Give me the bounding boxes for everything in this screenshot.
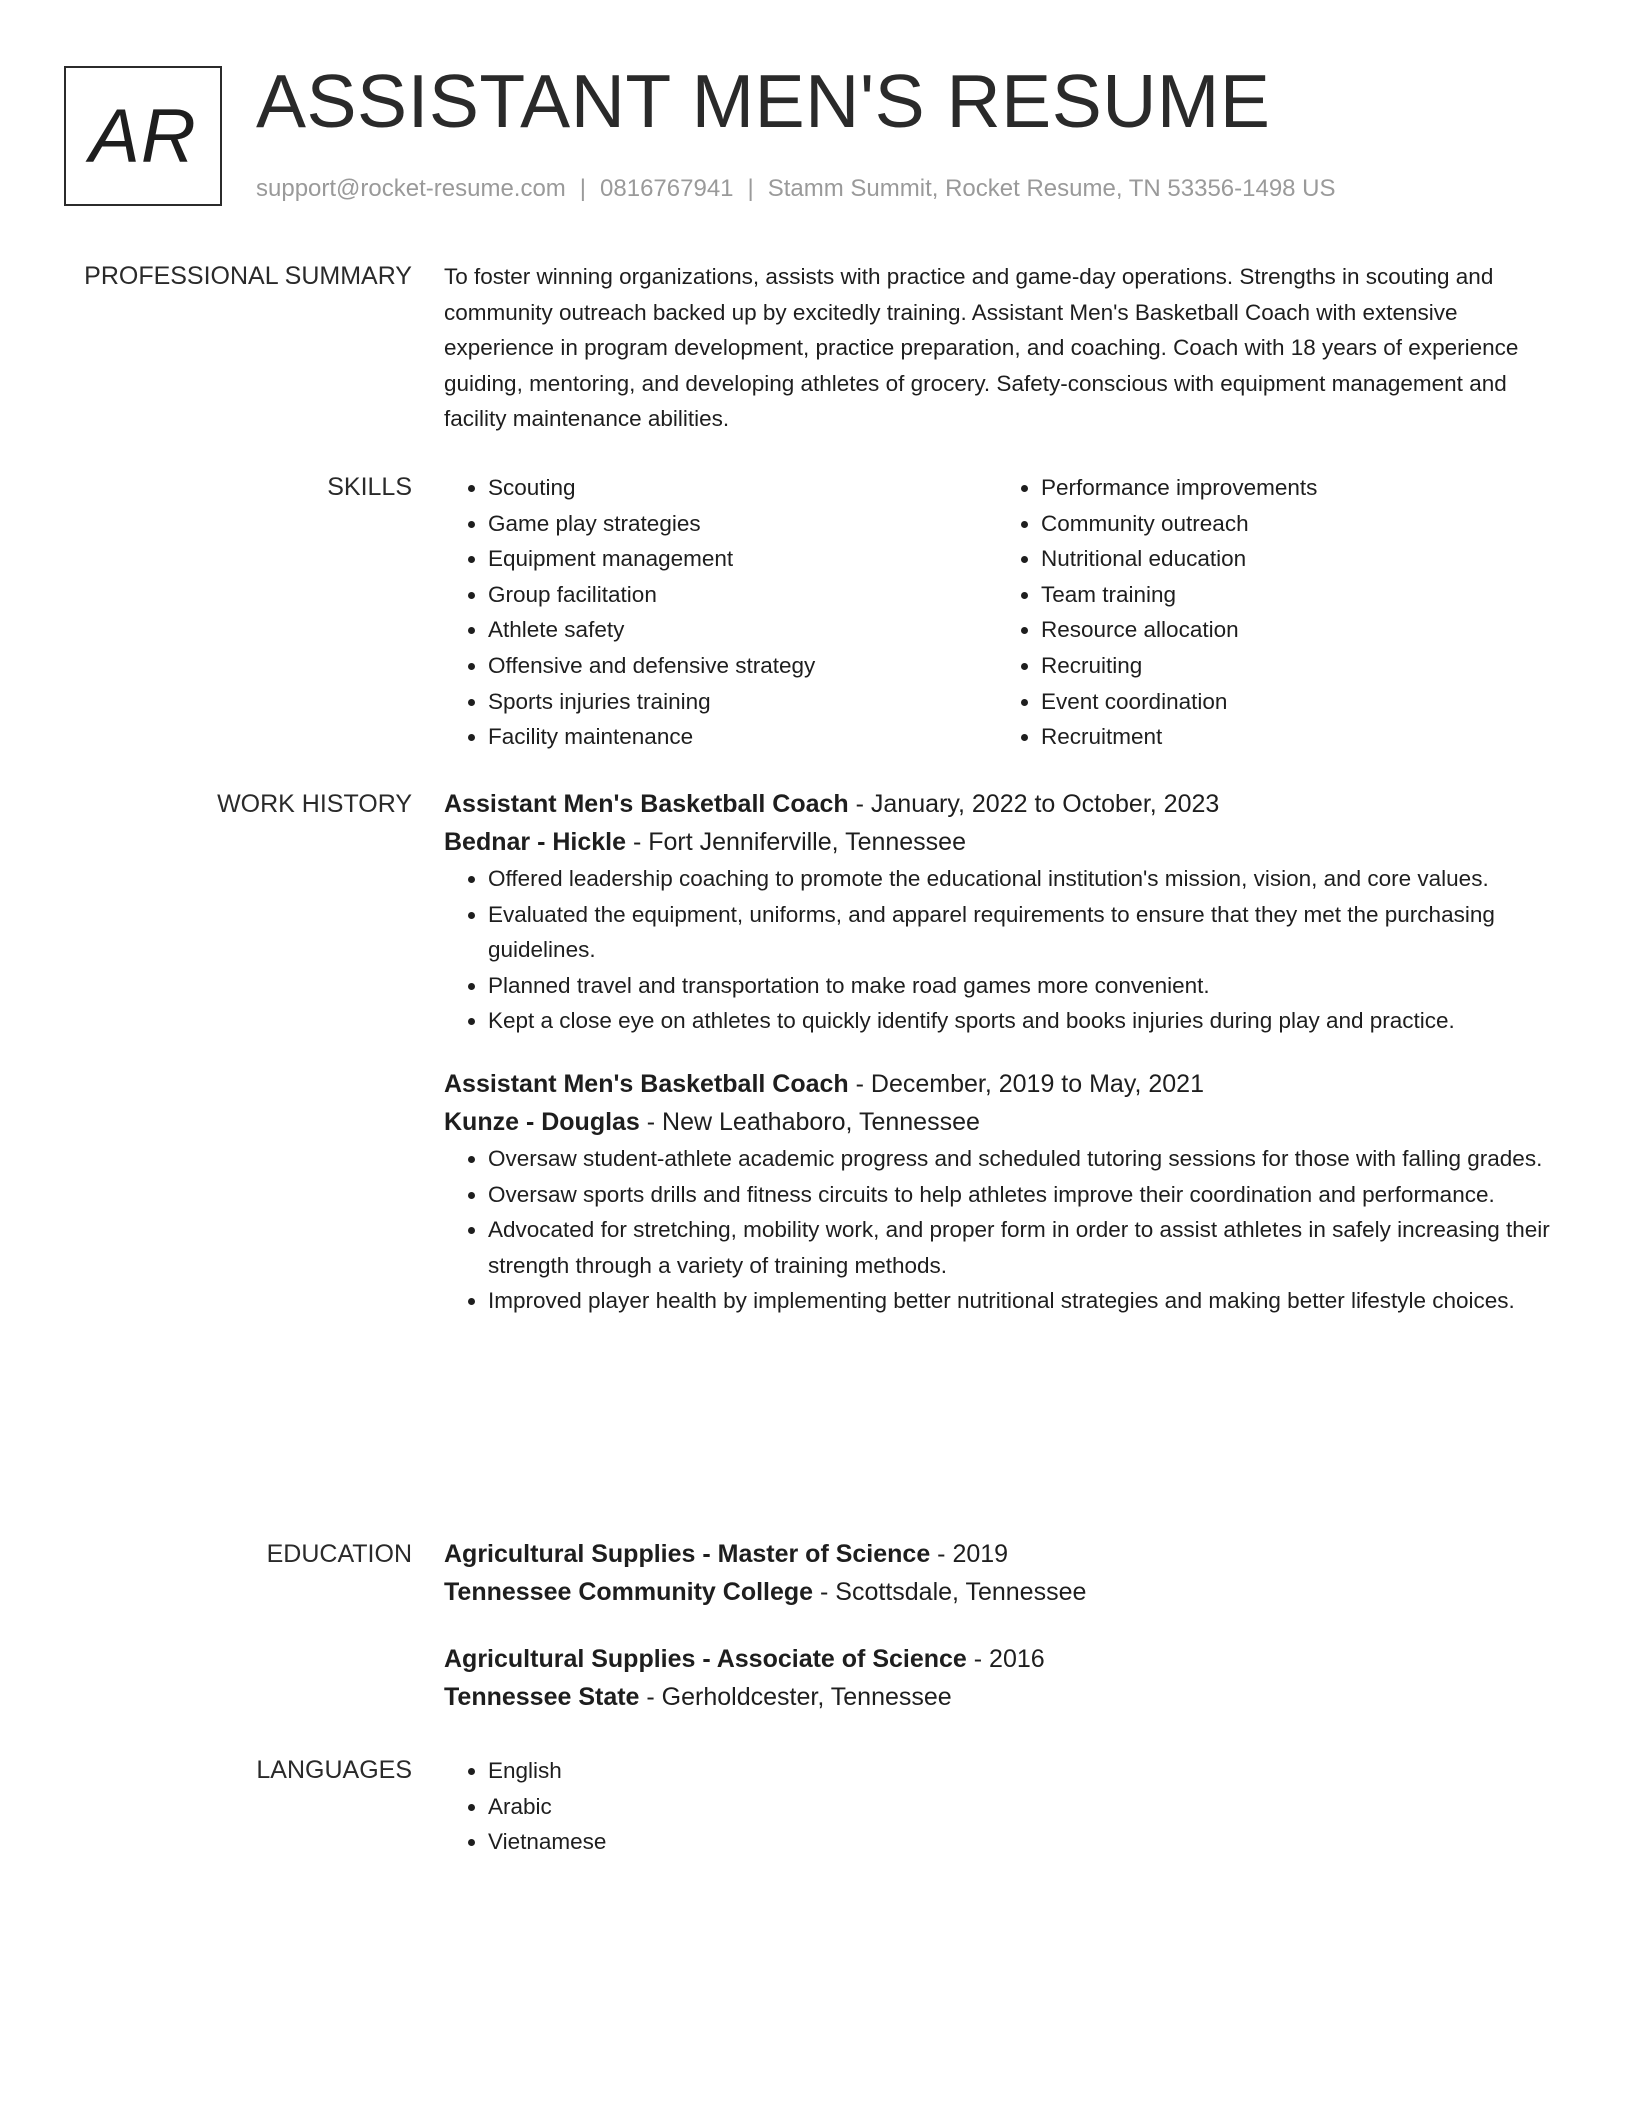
school-location: - Scottsdale, Tennessee [813, 1578, 1087, 1606]
skill-item: • Equipment management [488, 541, 997, 577]
school-location: - Gerholdcester, Tennessee [639, 1683, 952, 1711]
job-entry [444, 785, 1550, 1039]
skills-list-right [997, 470, 1550, 755]
summary-text: To foster winning organizations, assists with practice and game-day operations. Strengths in scouting and community outreach backed up by excitedly training. Assistant Men's Basketball Coach with extensive experience in program development, practice preparation, and coaching. Coach with 18 years of experience guiding, mentoring, and developing athletes of grocery. Safety-conscious with equipment management and facility maintenance abilities. [444, 264, 1519, 431]
contact-line [256, 172, 1336, 206]
job-bullet: • Evaluated the equipment, uniforms, and apparel requirements to ensure that they met the purchasing guidelines. [488, 897, 1550, 968]
skill-item: • Team training [1041, 577, 1550, 613]
skill-item: • Performance improvements [1041, 470, 1550, 506]
skill-item: • Group facilitation [488, 577, 997, 613]
work-history-heading: WORK HISTORY [217, 790, 412, 818]
contact-email[interactable]: support@rocket-resume.com [256, 175, 566, 202]
skills-grid [444, 470, 1550, 755]
job-bullet: • Planned travel and transportation to make road games more convenient. [488, 968, 1550, 1004]
resume-title: ASSISTANT MEN'S RESUME [256, 59, 1271, 143]
skills-heading: SKILLS [327, 473, 412, 501]
job-title: Assistant Men's Basketball Coach [444, 1069, 849, 1098]
job-company: Bednar - Hickle [444, 828, 627, 856]
job-location: - New Leathaboro, Tennessee [639, 1107, 980, 1136]
job-dates: - January, 2022 to October, 2023 [848, 790, 1220, 818]
education-heading: EDUCATION [266, 1540, 412, 1568]
language-item: • Vietnamese [488, 1824, 1550, 1860]
skill-item: • Resource allocation [1041, 612, 1550, 648]
job-location: - Fort Jenniferville, Tennessee [626, 828, 966, 856]
degree: Agricultural Supplies - Master of Science [444, 1540, 931, 1568]
degree-line [444, 1535, 1550, 1573]
monogram-badge [64, 66, 222, 206]
skill-item: • Event coordination [1041, 684, 1550, 720]
contact-separator: | [579, 175, 587, 202]
job-title: Assistant Men's Basketball Coach [444, 790, 849, 818]
job-bullet: • Kept a close eye on athletes to quickly identify sports and books injuries during play and practice. [488, 1003, 1550, 1039]
school-line [444, 1573, 1550, 1611]
job-bullet: • Oversaw student-athlete academic progress and scheduled tutoring sessions for those with falling grades. [488, 1141, 1550, 1177]
language-item: • Arabic [488, 1789, 1550, 1825]
summary-heading: PROFESSIONAL SUMMARY [84, 262, 412, 290]
contact-address: Stamm Summit, Rocket Resume, TN 53356-1498 US [767, 175, 1336, 202]
degree-line [444, 1640, 1550, 1678]
job-company: Kunze - Douglas [444, 1107, 640, 1136]
job-bullets [444, 1141, 1550, 1319]
contact-separator: | [747, 175, 754, 202]
skill-item: • Community outreach [1041, 506, 1550, 542]
education-entry [444, 1535, 1550, 1611]
languages-list [444, 1753, 1550, 1860]
school: Tennessee State [444, 1683, 640, 1711]
skill-item: • Recruiting [1041, 648, 1550, 684]
job-bullet: • Oversaw sports drills and fitness circuits to help athletes improve their coordination and performance. [488, 1177, 1550, 1213]
job-company-line [444, 823, 1550, 861]
job-bullet: • Advocated for stretching, mobility work, and proper form in order to assist athletes in safely increasing their strength through a variety of training methods. [488, 1212, 1550, 1283]
job-title-line [444, 1065, 1550, 1103]
job-company-line [444, 1103, 1550, 1141]
skill-item: • Facility maintenance [488, 719, 997, 755]
skill-item: • Athlete safety [488, 612, 997, 648]
languages-heading: LANGUAGES [256, 1756, 412, 1784]
job-entry [444, 1065, 1550, 1319]
skill-item: • Sports injuries training [488, 684, 997, 720]
education-entry [444, 1640, 1550, 1716]
language-item: • English [488, 1753, 1550, 1789]
skill-item: • Scouting [488, 470, 997, 506]
skills-list-left [444, 470, 997, 755]
job-dates: - December, 2019 to May, 2021 [848, 1069, 1204, 1098]
graduation-year: - 2016 [966, 1645, 1045, 1673]
monogram-initials: AR [89, 93, 197, 179]
skill-item: • Recruitment [1041, 719, 1550, 755]
job-title-line [444, 785, 1550, 823]
job-bullets [444, 861, 1550, 1039]
graduation-year: - 2019 [930, 1540, 1009, 1568]
skill-item: • Nutritional education [1041, 541, 1550, 577]
school-line [444, 1678, 1550, 1716]
school: Tennessee Community College [444, 1578, 814, 1606]
degree: Agricultural Supplies - Associate of Science [444, 1645, 967, 1673]
job-bullet: • Improved player health by implementing better nutritional strategies and making better lifestyle choices. [488, 1283, 1550, 1319]
job-bullet: • Offered leadership coaching to promote the educational institution's mission, vision, and core values. [488, 861, 1550, 897]
contact-phone[interactable]: 0816767941 [600, 175, 734, 202]
skill-item: • Offensive and defensive strategy [488, 648, 997, 684]
skill-item: • Game play strategies [488, 506, 997, 542]
